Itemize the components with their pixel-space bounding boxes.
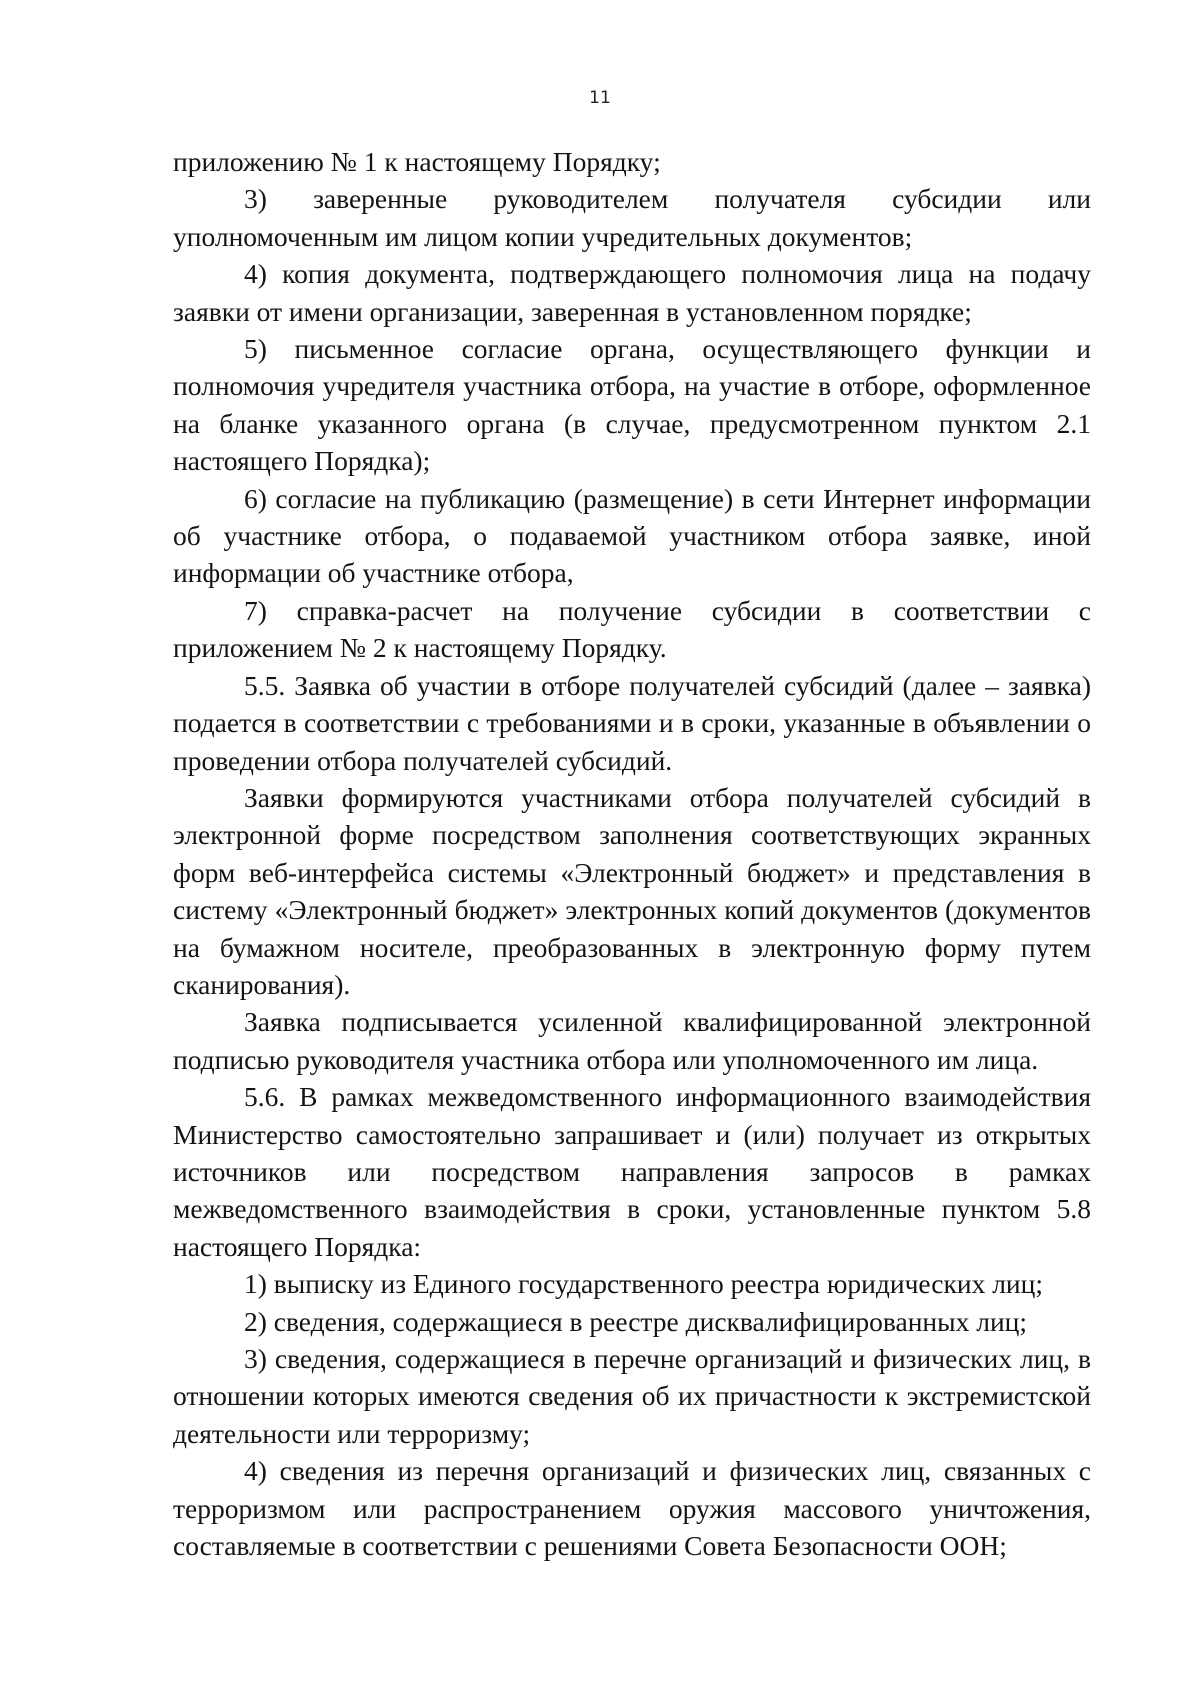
paragraph: 5.6. В рамках межведомственного информационного взаимодействия Министерство самостоятельно запрашивает и (или) получает из открытых источников или посредством направления запросов в рамках межведомственного взаимодействия в сроки, установленные пунктом 5.8 настоящего Порядка: (173, 1081, 1091, 1262)
paragraph: 1) выписку из Единого государственного реестра юридических лиц; (244, 1268, 1044, 1300)
paragraph: 5) письменное согласие органа, осуществляющего функции и полномочия учредителя участника отбора, на участие в отборе, оформленное на бланке указанного органа (в случае, предусмотренном пунктом 2.1 настоящего Порядка); (173, 333, 1091, 477)
paragraph: 2) сведения, содержащиеся в реестре дисквалифицированных лиц; (244, 1305, 1028, 1337)
paragraph: Заявка подписывается усиленной квалифицированной электронной подписью руководителя участника отбора или уполномоченного им лица. (173, 1006, 1091, 1075)
paragraph: 3) заверенные руководителем получателя субсидии или уполномоченным им лицом копии учредительных документов; (173, 183, 1091, 252)
paragraph: Заявки формируются участниками отбора получателей субсидий в электронной форме посредством заполнения соответствующих экранных форм веб-интерфейса системы «Электронный бюджет» и представления в систему «Электронный бюджет» электронных копий документов (документов на бумажном носителе, преобразованных в электронную форму путем сканирования). (173, 781, 1091, 1000)
paragraph: 4) копия документа, подтверждающего полномочия лица на подачу заявки от имени организации, заверенная в установленном порядке; (173, 258, 1091, 327)
page-number: 11 (589, 88, 611, 108)
paragraph: приложению № 1 к настоящему Порядку; (173, 146, 661, 177)
paragraph: 3) сведения, содержащиеся в перечне организаций и физических лиц, в отношении которых имеются сведения об их причастности к экстремистской деятельности или терроризму; (173, 1343, 1091, 1449)
paragraph: 7) справка-расчет на получение субсидии в соответствии с приложением № 2 к настоящему Порядку. (173, 594, 1091, 664)
document-body (173, 143, 1091, 1564)
paragraph: 6) согласие на публикацию (размещение) в сети Интернет информации об участнике отбора, о подаваемой участником отбора заявке, иной информации об участнике отбора, (173, 482, 1091, 589)
paragraph: 5.5. Заявка об участии в отборе получателей субсидий (далее – заявка) подается в соответствии с требованиями и в сроки, указанные в объявлении о проведении отбора получателей субсидий. (173, 669, 1091, 776)
paragraph: 4) сведения из перечня организаций и физических лиц, связанных с терроризмом или распространением оружия массового уничтожения, составляемые в соответствии с решениями Совета Безопасности ООН; (173, 1455, 1091, 1562)
